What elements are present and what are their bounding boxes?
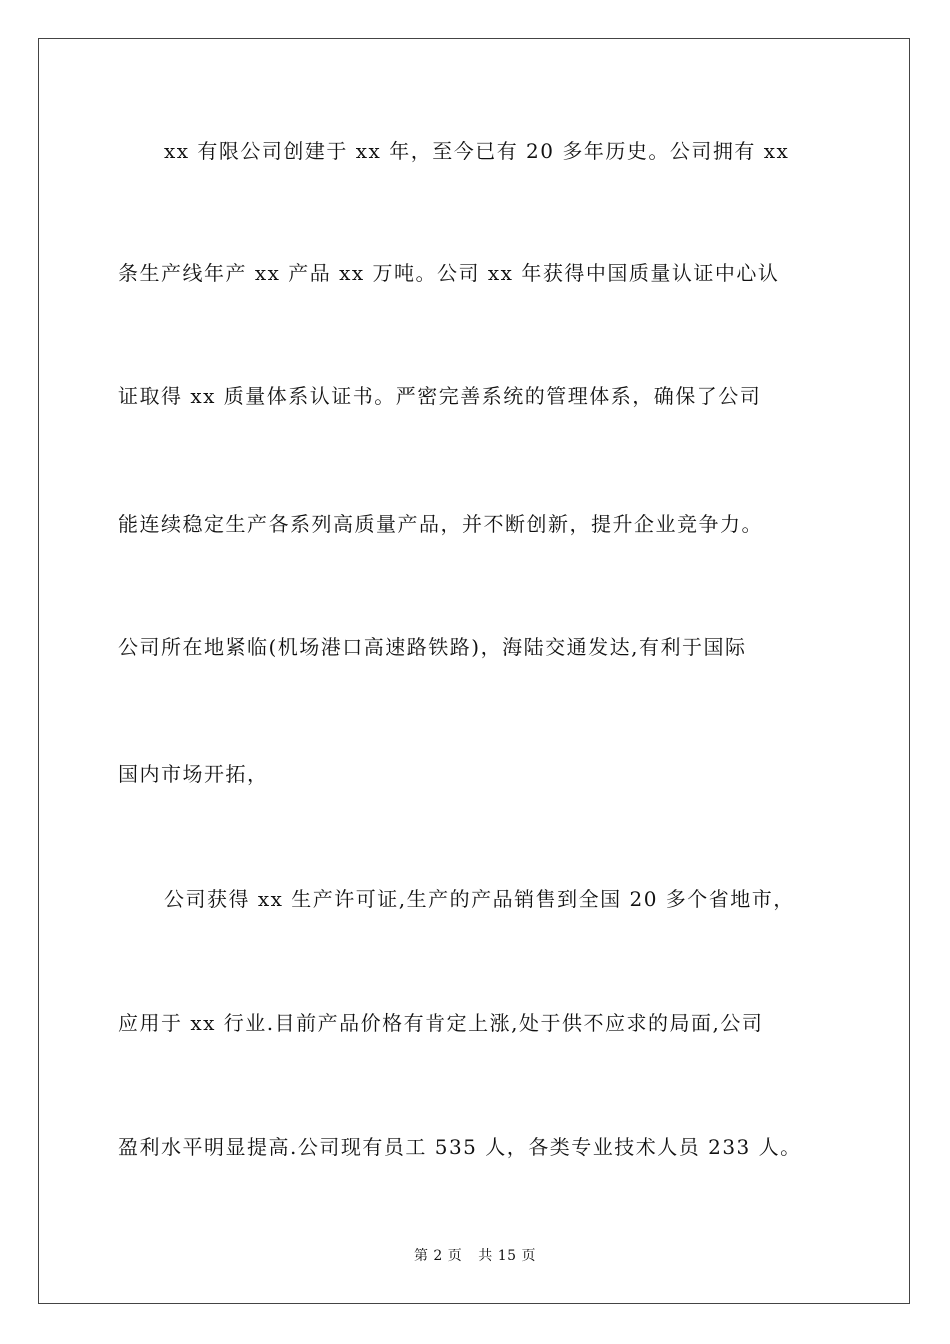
paragraph-2-line-2: 应用于 xx 行业.目前产品价格有肯定上涨,处于供不应求的局面,公司	[118, 1011, 764, 1035]
paragraph-1-line-6: 国内市场开拓，	[118, 762, 269, 786]
paragraph-1-line-2: 条生产线年产 xx 产品 xx 万吨。公司 xx 年获得中国质量认证中心认	[118, 261, 780, 285]
page-footer	[0, 1246, 950, 1266]
page-border	[38, 38, 910, 1304]
paragraph-1-line-5: 公司所在地紧临(机场港口高速路铁路)，海陆交通发达,有利于国际	[118, 635, 747, 659]
paragraph-1-line-3: 证取得 xx 质量体系认证书。严密完善系统的管理体系，确保了公司	[118, 384, 762, 408]
page-number: 第 2 页	[413, 1248, 463, 1264]
paragraph-2-line-1: 公司获得 xx 生产许可证,生产的产品销售到全国 20 多个省地市，	[164, 887, 795, 911]
paragraph-1-line-1: xx 有限公司创建于 xx 年，至今已有 20 多年历史。公司拥有 xx	[164, 139, 790, 163]
paragraph-1-line-4: 能连续稳定生产各系列高质量产品，并不断创新，提升企业竞争力。	[118, 512, 763, 536]
paragraph-2-line-3: 盈利水平明显提高.公司现有员工 535 人，各类专业技术人员 233 人。	[118, 1135, 802, 1159]
total-pages: 共 15 页	[478, 1248, 537, 1264]
